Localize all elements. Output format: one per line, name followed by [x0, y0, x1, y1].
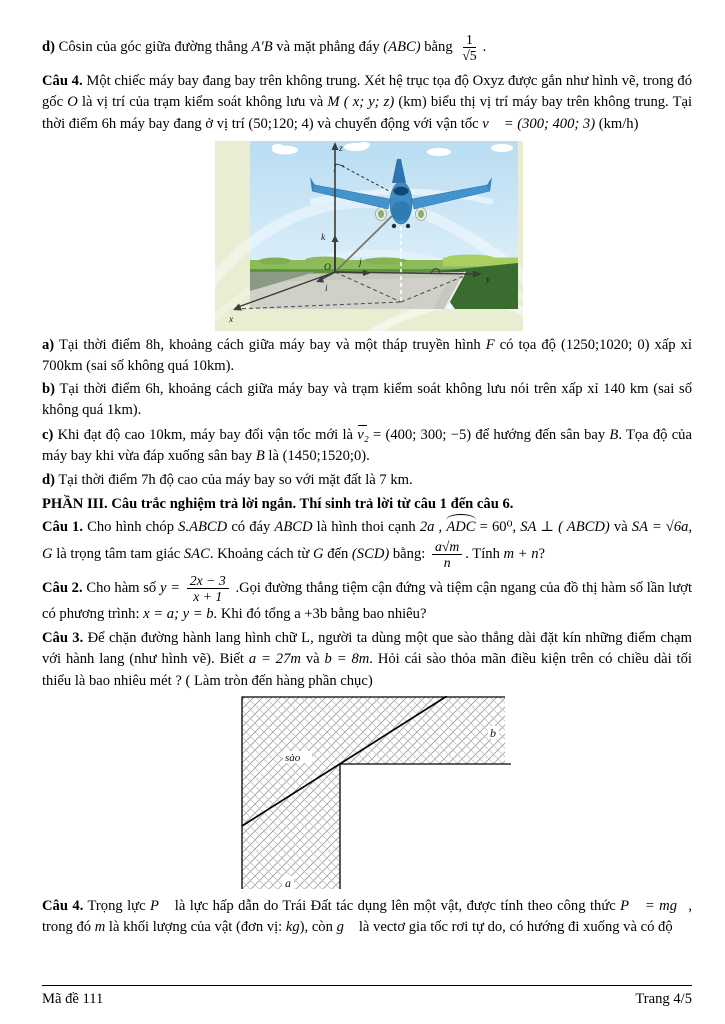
math-asymptotes: x = a; y = b	[143, 606, 214, 623]
math-B2: B	[255, 448, 265, 465]
question-4-unit: (km/h)	[598, 115, 639, 132]
math-G1: G	[42, 546, 53, 563]
math-SABCD: S.ABCD	[178, 519, 228, 536]
math-y-equals: y =	[159, 579, 181, 596]
section-header-part3: PHẦN III. Câu trắc nghiệm trả lời ngắn. Thí sinh trả lời từ câu 1 đến câu 6.	[42, 495, 514, 512]
math-G2: G	[312, 546, 324, 563]
part-c	[42, 425, 692, 468]
airplane-figure-svg	[215, 141, 523, 331]
figure-airplane	[215, 141, 523, 331]
question-1	[42, 517, 692, 570]
part-a	[42, 335, 692, 378]
z-axis-label: z	[339, 143, 343, 154]
part-d	[42, 470, 692, 492]
origin-label: O	[324, 262, 331, 273]
question-4g-text5: ), còn	[299, 919, 333, 936]
question-3-text3: . Hỏi cái sào thỏa mãn điều kiện trên có chiều dài tối thiểu là bao nhiêu mét ? ( Làm tròn đến hàng phần chục)	[42, 651, 692, 690]
math-A-prime-B: A′B	[251, 39, 273, 56]
part-a-text1: Tại thời điểm 8h, khoảng cách giữa máy bay và một tháp truyền hình	[58, 336, 481, 353]
footer-page-number: Trang 4/5	[635, 991, 692, 1008]
question-4g-text1: Trọng lực	[87, 897, 146, 914]
question-4-text4: và chuyển động với vận tốc	[317, 115, 479, 132]
i-vector-label: i⃗	[325, 283, 336, 294]
question-1-text6: là trọng tâm tam giác	[56, 546, 181, 563]
math-F: F	[485, 336, 495, 353]
question-4-label: Câu 4.	[42, 72, 83, 89]
math-ABC-plane: (ABC)	[383, 39, 421, 56]
width-b-label: b	[490, 725, 496, 740]
math-position-6h: (50;120; 4)	[248, 115, 314, 132]
part-d-text1: Tại thời điểm 7h độ cao của máy bay so với mặt đất là 7 km.	[58, 472, 413, 489]
part-b	[42, 379, 692, 422]
question-1-text8: đến	[327, 546, 349, 563]
math-mass-m: m	[94, 919, 106, 936]
question-4-text2: là vị trí của trạm kiểm soát không lưu và	[81, 94, 324, 111]
question-1-text2: có đáy	[231, 519, 271, 536]
question-4g-text2: là lực hấp dẫn do Trái Đất tác dụng lên một vật, được tính theo công thức	[174, 897, 616, 914]
question-4g-text4: là khối lượng của vật (đơn vị:	[108, 919, 283, 936]
math-60deg: = 60⁰,	[479, 519, 517, 536]
x-axis-label: x	[229, 314, 234, 325]
math-tower-coords: (1250;1020; 0)	[560, 336, 650, 353]
math-M-xyz: M ( x; y; z)	[327, 94, 395, 111]
fraction-a-sqrt-m-over-n: $\frac{a√m}{n}$	[432, 539, 462, 571]
y-axis-label: y	[486, 274, 491, 285]
question-2	[42, 573, 692, 626]
math-SA-sqrt6a: SA = √6a	[631, 519, 689, 536]
part-b-label: b)	[42, 380, 55, 397]
math-P-equals-mg: P⃗ = mg⃗	[620, 897, 689, 914]
math-2a: 2a ,	[419, 519, 443, 536]
question-2-text3: . Khi đó tổng a +3b bằng bao nhiêu?	[213, 606, 427, 623]
statement-d	[42, 32, 692, 64]
question-4	[42, 71, 692, 136]
math-P-vector: P⃗	[150, 897, 171, 914]
statement-d-period: .	[482, 39, 487, 56]
statement-d-text1: Côsin của góc giữa đường thẳng	[58, 39, 248, 56]
part-c-text1: Khi đạt độ cao 10km, máy bay đổi vận tốc mới là	[57, 426, 353, 443]
page-footer	[42, 985, 692, 1011]
math-velocity-vector: v⃗ = (300; 400; 3)	[482, 115, 596, 132]
question-2-text2: .Gọi đường thẳng tiệm cận đứng và tiệm cận ngang của đồ thị hàm số lần lượt có phương trình:	[42, 579, 693, 623]
part-a-label: a)	[42, 336, 55, 353]
question-4-text3: (km) biểu thị vị trí máy bay trên không trung. Tại thời điểm 6h máy bay đang ở vị trí	[42, 94, 693, 132]
question-3	[42, 628, 692, 693]
math-ABCD: ABCD	[274, 519, 313, 536]
question-3-text1: Để chặn đường hành lang hình chữ L, người ta dùng một que sào thẳng dài đặt kín những điểm chạm với hành lang (như hình vẽ). Biết	[42, 629, 692, 668]
question-2-label: Câu 2.	[42, 579, 83, 596]
question-2-text1: Cho hàm số	[86, 579, 157, 596]
fraction-1-over-sqrt5: $\frac{1}{√5}$	[462, 32, 477, 64]
math-g-vector: g⃗	[336, 919, 356, 936]
question-4g-text6: là vectơ gia tốc rơi tự do, có hướng đi xuống và có độ	[358, 919, 673, 936]
question-1-text4: và	[613, 519, 628, 536]
question-1-qmark: ?	[538, 546, 545, 563]
question-4-gravity	[42, 896, 692, 939]
math-O: O	[67, 94, 78, 111]
question-3-label: Câu 3.	[42, 629, 84, 646]
part-c-text4: là	[268, 448, 279, 465]
question-4-text1: Một chiếc máy bay đang bay trên không trung. Xét hệ trục tọa độ Oxyz được gắn như hình vẽ, trong đó gốc	[42, 72, 692, 111]
figure-corridor	[237, 696, 513, 890]
question-1-text3: là hình thoi cạnh	[316, 519, 416, 536]
statement-d-label: d)	[42, 39, 55, 56]
math-landing-coords: (1450;1520;0)	[282, 448, 367, 465]
part-c-period: .	[366, 448, 370, 465]
math-m-plus-n: m + n	[503, 546, 539, 563]
question-1-text9: bằng:	[392, 546, 426, 563]
part-c-text3: . Tọa độ của máy bay khi vừa đáp xuống sân bay	[42, 426, 692, 465]
math-SAC: SAC	[183, 546, 210, 563]
pole-label: sào	[285, 751, 301, 764]
question-1-text10: . Tính	[465, 546, 500, 563]
part-a-text2: có tọa độ	[499, 336, 556, 353]
question-1-text7: . Khoảng cách từ	[209, 546, 310, 563]
fraction-2x-3-over-x-1: $\frac{2x - 3}{x + 1}$	[187, 573, 229, 605]
math-B1: B	[609, 426, 619, 443]
math-SA-perp: SA ⊥ ( ABCD)	[520, 519, 610, 536]
corridor-figure-svg	[237, 696, 513, 890]
part-b-text1: Tại thời điểm 6h, khoảng cách giữa máy bay và trạm kiểm soát không lưu nói trên xấp xỉ 140 km (sai số không quá 1km).	[42, 380, 692, 419]
part-c-text2: để hướng đến sân bay	[475, 426, 606, 443]
math-angle-ADC: ADC	[446, 517, 475, 539]
footer-doc-code: Mã đề 111	[42, 991, 104, 1008]
part-a-text3: xấp xỉ 700km (sai số không quá 10km).	[42, 336, 692, 375]
question-1-label: Câu 1.	[42, 519, 84, 536]
question-4g-text3: , trong đó	[42, 897, 692, 936]
statement-d-text2: và mặt phẳng đáy	[276, 39, 380, 56]
part-d-label: d)	[42, 472, 55, 489]
math-b-8m: b = 8m	[324, 651, 370, 668]
question-3-text2: và	[305, 651, 320, 668]
k-vector-label: k⃗	[321, 232, 333, 243]
math-kg-unit: kg	[285, 919, 300, 936]
question-4-gravity-label: Câu 4.	[42, 897, 84, 914]
statement-d-text3: bằng	[424, 39, 453, 56]
question-1-text5: ,	[688, 519, 693, 536]
math-SCD: (SCD)	[351, 546, 390, 563]
question-1-text1: Cho hình chóp	[87, 519, 175, 536]
math-v2-vector: v₂	[357, 425, 369, 447]
part-c-label: c)	[42, 426, 54, 443]
hatched-corridor-walls	[242, 697, 505, 889]
math-v2-value: = (400; 300; −5)	[373, 426, 472, 443]
j-vector-label: j⃗	[359, 257, 370, 268]
math-a-27m: a = 27m	[248, 651, 301, 668]
width-a-label: a	[285, 875, 291, 890]
